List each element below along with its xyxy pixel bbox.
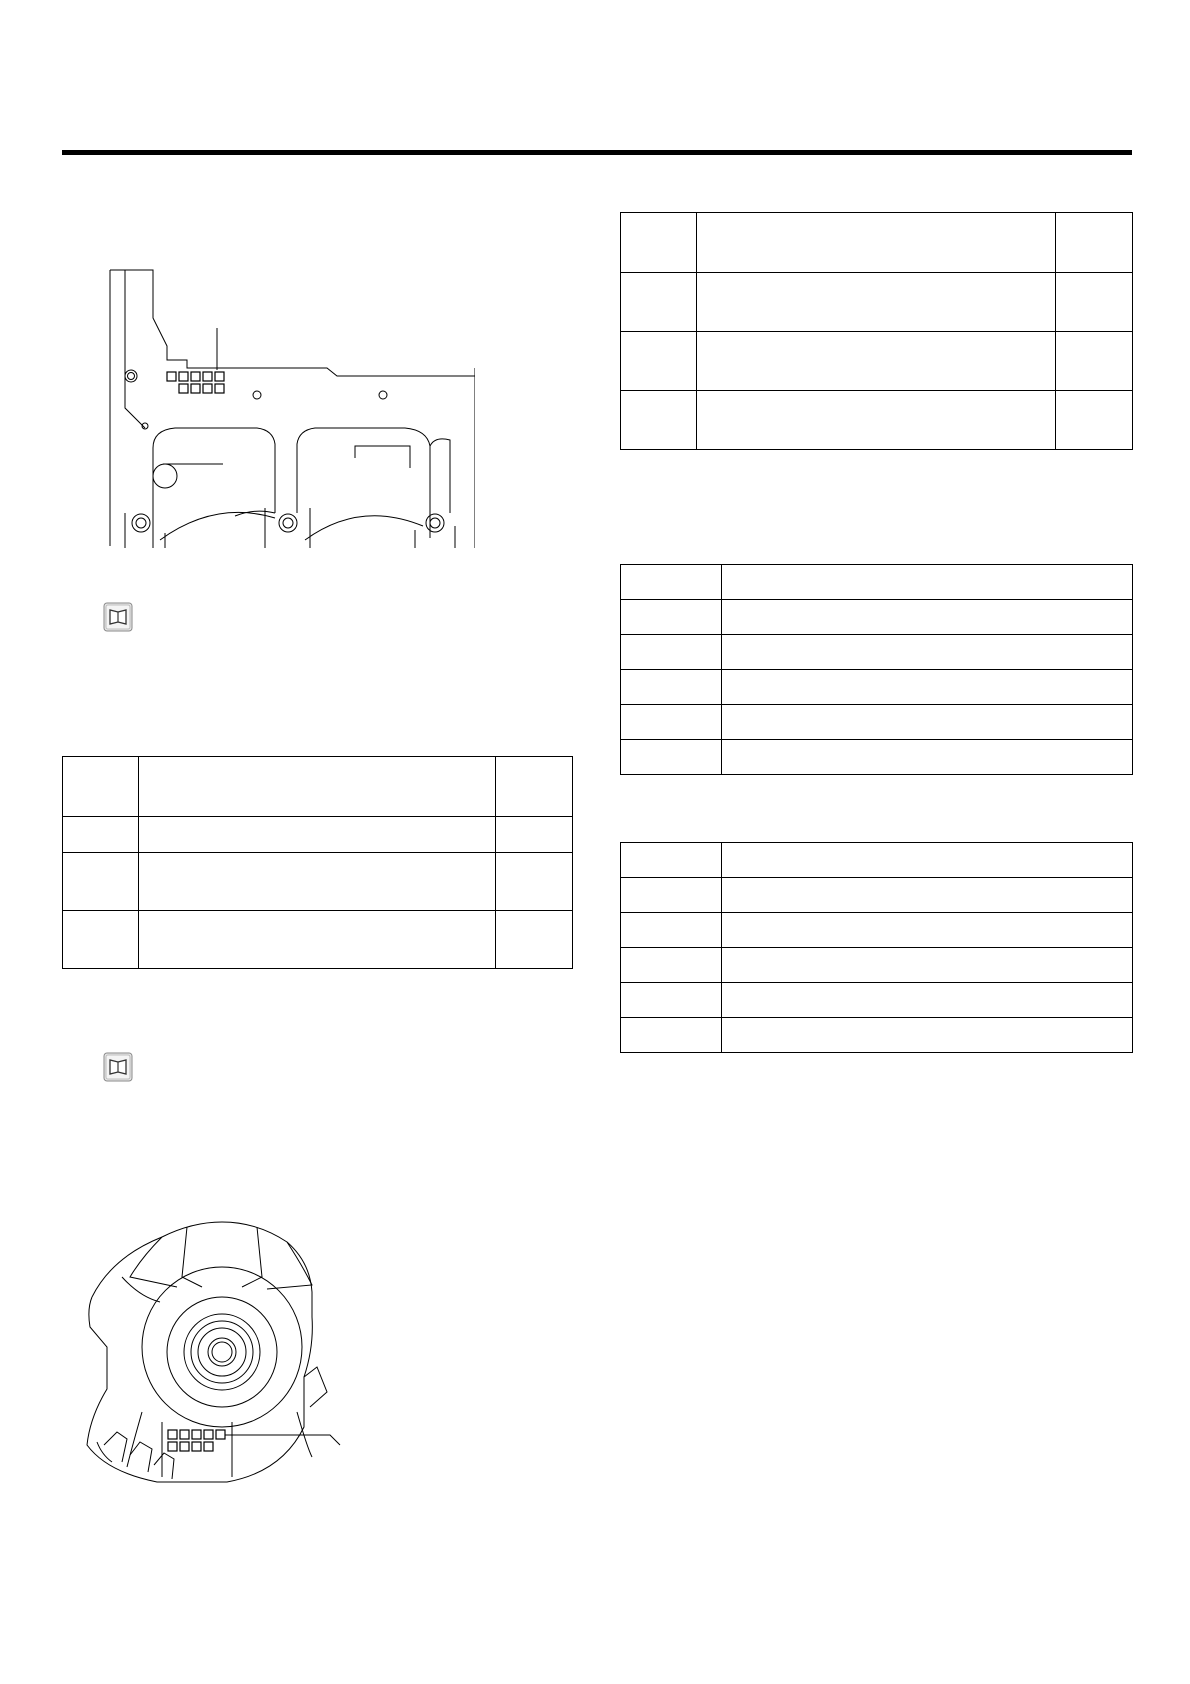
table-cell — [722, 705, 1133, 740]
table-cell — [621, 213, 697, 273]
table-cell — [722, 983, 1133, 1018]
table-cell — [496, 853, 573, 911]
cylinder-block-diagram — [105, 268, 475, 550]
table-cell — [722, 670, 1133, 705]
right-bottom-table — [620, 842, 1133, 1053]
table-cell — [63, 911, 139, 969]
table-cell — [621, 878, 722, 913]
table-cell — [697, 273, 1056, 332]
table-cell — [621, 635, 722, 670]
table-cell — [722, 635, 1133, 670]
table-cell — [621, 1018, 722, 1053]
table-cell — [621, 332, 697, 391]
table-cell — [722, 878, 1133, 913]
table-cell — [697, 213, 1056, 273]
table-cell — [63, 853, 139, 911]
table-cell — [697, 332, 1056, 391]
table-cell — [621, 273, 697, 332]
manual-book-icon — [103, 1052, 133, 1082]
table-cell — [621, 600, 722, 635]
manual-book-icon — [103, 602, 133, 632]
table-cell — [722, 1018, 1133, 1053]
bearing-cap-diagram — [82, 1217, 342, 1485]
table-cell — [621, 948, 722, 983]
table-cell — [139, 817, 496, 853]
table-cell — [139, 757, 496, 817]
table-cell — [496, 757, 573, 817]
table-cell — [621, 670, 722, 705]
right-top-table — [620, 212, 1133, 450]
table-cell — [621, 565, 722, 600]
table-cell — [621, 391, 697, 450]
header-rule — [62, 150, 1132, 155]
table-cell — [1056, 332, 1133, 391]
table-cell — [621, 983, 722, 1018]
table-cell — [621, 913, 722, 948]
left-grade-table — [62, 756, 573, 969]
table-cell — [621, 740, 722, 775]
table-cell — [621, 705, 722, 740]
table-cell — [722, 913, 1133, 948]
table-cell — [496, 911, 573, 969]
table-cell — [496, 817, 573, 853]
right-middle-table — [620, 564, 1133, 775]
table-cell — [722, 843, 1133, 878]
table-cell — [722, 948, 1133, 983]
table-cell — [697, 391, 1056, 450]
table-cell — [63, 757, 139, 817]
table-cell — [1056, 213, 1133, 273]
table-cell — [63, 817, 139, 853]
table-cell — [722, 740, 1133, 775]
table-cell — [722, 600, 1133, 635]
table-cell — [621, 843, 722, 878]
table-cell — [1056, 391, 1133, 450]
table-cell — [1056, 273, 1133, 332]
table-cell — [139, 853, 496, 911]
table-cell — [722, 565, 1133, 600]
table-cell — [139, 911, 496, 969]
